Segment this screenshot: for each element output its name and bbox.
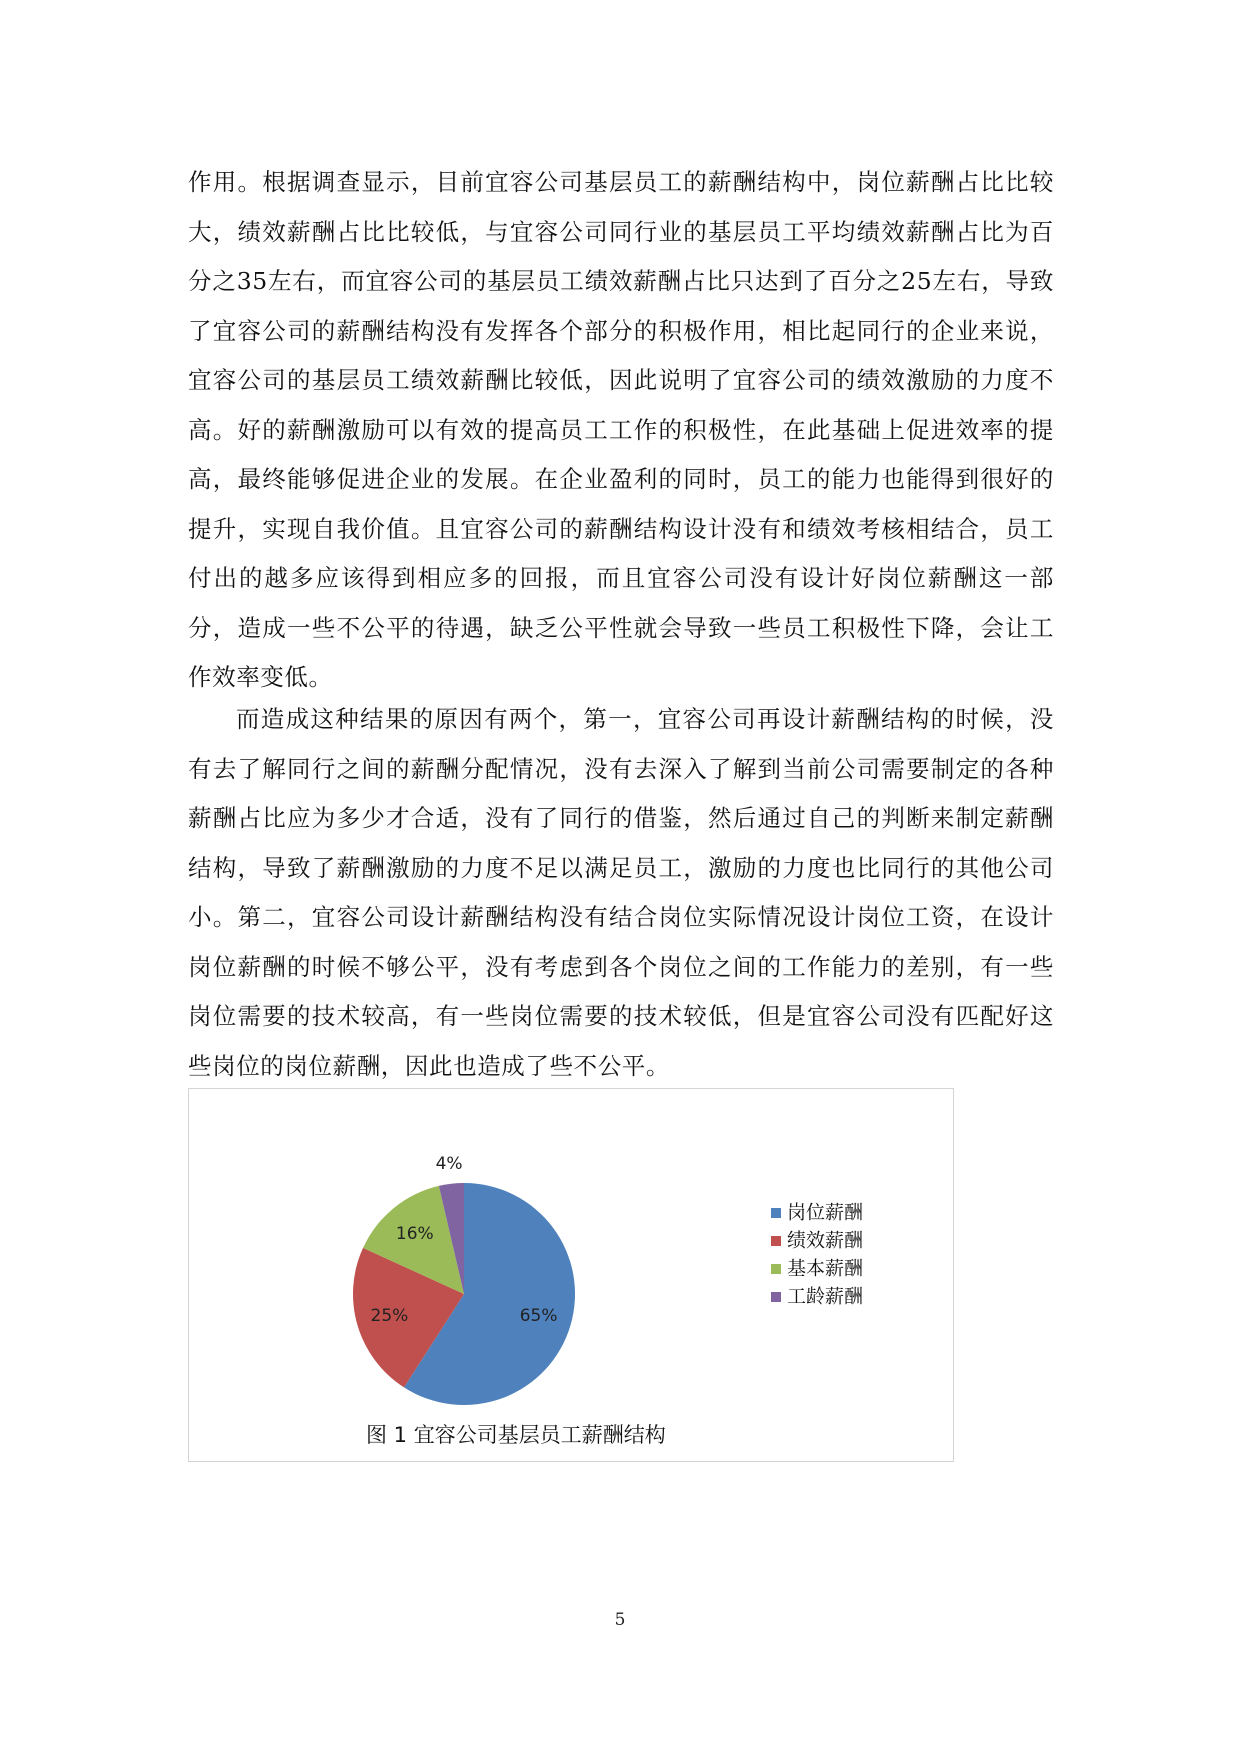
body-paragraph-2: 而造成这种结果的原因有两个，第一，宜容公司再设计薪酬结构的时候，没有去了解同行之间的薪酬分配情况，没有去深入了解到当前公司需要制定的各种薪酬占比应为多少才合适，没有了同行的借鉴，然后通过自己的判断来制定薪酬结构，导致了薪酬激励的力度不足以满足员工，激励的力度也比同行的其他公司小。第二，宜容公司设计薪酬结构没有结合岗位实际情况设计岗位工资，在设计岗位薪酬的时候不够公平，没有考虑到各个岗位之间的工作能力的差别，有一些岗位需要的技术较高，有一些岗位需要的技术较低，但是宜容公司没有匹配好这些岗位的岗位薪酬，因此也造成了些不公平。	[188, 705, 1054, 1080]
pie-label-jiben: 16%	[395, 1223, 434, 1244]
pie-label-jixiao: 25%	[370, 1305, 409, 1326]
pie-chart-frame	[188, 1088, 954, 1462]
legend-swatch-jixiao	[771, 1236, 781, 1246]
legend-label-jixiao: 绩效薪酬	[787, 1229, 864, 1252]
legend-label-jiben: 基本薪酬	[787, 1257, 864, 1280]
chart-caption: 图 1 宜容公司基层员工薪酬结构	[366, 1423, 666, 1447]
legend-label-gangwei: 岗位薪酬	[787, 1201, 864, 1224]
pie-label-gangwei: 65%	[519, 1305, 558, 1326]
pie-slices	[353, 1183, 575, 1405]
pie-chart	[189, 1089, 955, 1463]
legend-label-gongling: 工龄薪酬	[787, 1285, 864, 1308]
pie-label-gongling: 4%	[435, 1153, 463, 1174]
legend-swatch-gongling	[771, 1292, 781, 1302]
legend-swatch-jiben	[771, 1264, 781, 1274]
chart-legend	[771, 1202, 863, 1308]
page-number: 5	[614, 1610, 626, 1630]
body-paragraph-1: 作用。根据调查显示，目前宜容公司基层员工的薪酬结构中，岗位薪酬占比比较大，绩效薪酬占比比较低，与宜容公司同行业的基层员工平均绩效薪酬占比为百分之35左右，而宜容公司的基层员工绩效薪酬占比只达到了百分之25左右，导致了宜容公司的薪酬结构没有发挥各个部分的积极作用，相比起同行的企业来说，宜容公司的基层员工绩效薪酬比较低，因此说明了宜容公司的绩效激励的力度不高。好的薪酬激励可以有效的提高员工工作的积极性，在此基础上促进效率的提高，最终能够促进企业的发展。在企业盈利的同时，员工的能力也能得到很好的提升，实现自我价值。且宜容公司的薪酬结构设计没有和绩效考核相结合，员工付出的越多应该得到相应多的回报，而且宜容公司没有设计好岗位薪酬这一部分，造成一些不公平的待遇，缺乏公平性就会导致一些员工积极性下降，会让工作效率变低。	[188, 168, 1054, 691]
legend-swatch-gangwei	[771, 1208, 781, 1218]
